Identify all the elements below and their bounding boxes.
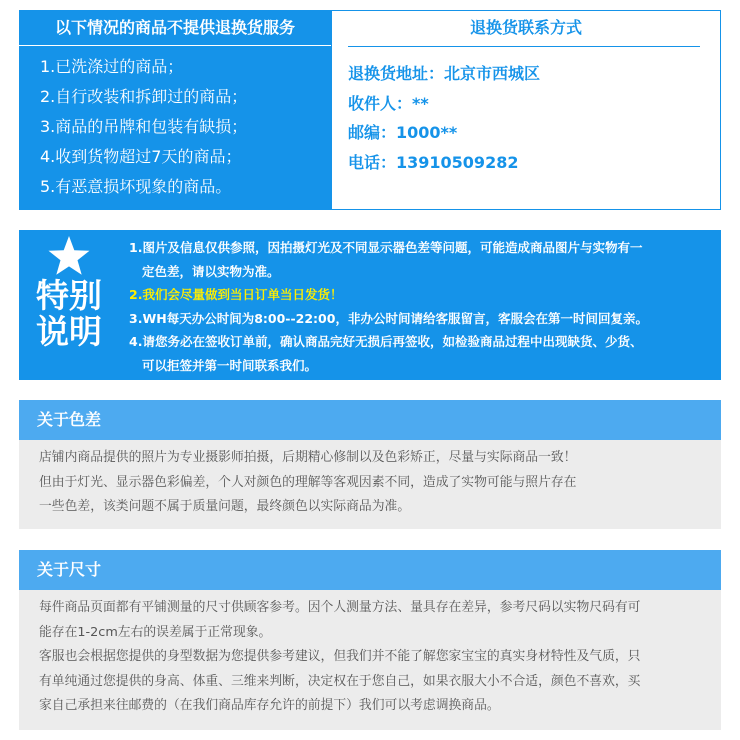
section-body bbox=[39, 446, 714, 520]
note-line-highlight: 2.我们会尽量做到当日订单当日发货！ bbox=[129, 287, 343, 302]
contact-address: 退换货地址：北京市西城区 bbox=[348, 64, 541, 83]
badge-title-line1: 特别 bbox=[36, 276, 102, 315]
paragraph-line: 但由于灯光、显示器色彩偏差，个人对颜色的理解等客观因素不同，造成了实物可能与照片存在 bbox=[39, 474, 577, 490]
contact-list bbox=[348, 59, 540, 177]
section-header bbox=[19, 550, 721, 590]
no-return-item: 2.自行改装和拆卸过的商品； bbox=[40, 87, 248, 106]
note-line: 可以拒签并第一时间联系我们。 bbox=[142, 357, 318, 373]
note-line: 3.WH每天办公时间为8:00--22:00，非办公时间请给客服留言，客服会在第一时间回复亲。 bbox=[129, 310, 648, 326]
color-difference-section bbox=[19, 400, 721, 529]
contact-panel bbox=[331, 10, 721, 210]
no-return-item: 3.商品的吊牌和包装有缺损； bbox=[40, 117, 248, 136]
section-title: 关于尺寸 bbox=[37, 560, 102, 579]
size-section bbox=[19, 550, 721, 730]
contact-recipient: 收件人：** bbox=[348, 93, 429, 113]
badge-title-line2: 说明 bbox=[36, 312, 102, 351]
return-policy-section bbox=[19, 10, 721, 210]
note-line: 4.请您务必在签收订单前，确认商品完好无损后再签收，如检验商品过程中出现缺货、少货、 bbox=[129, 334, 643, 349]
section-body bbox=[39, 596, 714, 719]
no-return-title: 以下情况的商品不提供退换货服务 bbox=[54, 18, 295, 37]
no-return-title-bar bbox=[19, 10, 331, 46]
special-notes-list bbox=[129, 236, 714, 377]
paragraph-line: 家自己承担来往邮费的（在我们商品库存允许的前提下）我们可以考虑调换商品。 bbox=[39, 698, 500, 713]
contact-divider bbox=[348, 46, 700, 47]
no-return-item: 5.有恶意损坏现象的商品。 bbox=[40, 177, 232, 196]
paragraph-line: 一些色差，该类问题不属于质量问题，最终颜色以实际商品为准。 bbox=[39, 499, 411, 514]
paragraph-line: 能存在1-2cm左右的误差属于正常现象。 bbox=[39, 624, 272, 640]
no-return-item: 4.收到货物超过7天的商品； bbox=[40, 147, 242, 166]
paragraph-line: 客服也会根据您提供的身型数据为您提供参考建议，但我们并不能了解您家宝宝的真实身材特性及气质，只 bbox=[39, 649, 641, 664]
contact-title: 退换货联系方式 bbox=[469, 18, 582, 37]
note-line: 1.图片及信息仅供参照，因拍摄灯光及不同显示器色差等问题，可能造成商品图片与实物有一 bbox=[129, 240, 643, 255]
special-notes-section bbox=[19, 230, 721, 380]
contact-postcode: 邮编：1000** bbox=[348, 123, 458, 142]
section-title: 关于色差 bbox=[37, 410, 102, 429]
special-badge bbox=[19, 230, 119, 380]
paragraph-line: 每件商品页面都有平铺测量的尺寸供顾客参考。因个人测量方法、量具存在差异，参考尺码以实物尺码有可 bbox=[39, 600, 641, 615]
contact-phone: 电话：13910509282 bbox=[348, 152, 519, 172]
paragraph-line: 店铺内商品提供的照片为专业摄影师拍摄，后期精心修制以及色彩矫正，尽量与实际商品一致！ bbox=[39, 450, 577, 465]
note-line: 定色差，请以实物为准。 bbox=[142, 263, 280, 279]
star-icon bbox=[47, 234, 91, 278]
no-return-item: 1.已洗涤过的商品； bbox=[40, 57, 184, 76]
paragraph-line: 有单纯通过您提供的身高、体重、三维来判断，决定权在于您自己，如果衣服大小不合适，颜色不喜欢，买 bbox=[39, 673, 641, 689]
section-header bbox=[19, 400, 721, 440]
no-return-panel bbox=[19, 10, 331, 210]
no-return-list bbox=[19, 52, 247, 202]
